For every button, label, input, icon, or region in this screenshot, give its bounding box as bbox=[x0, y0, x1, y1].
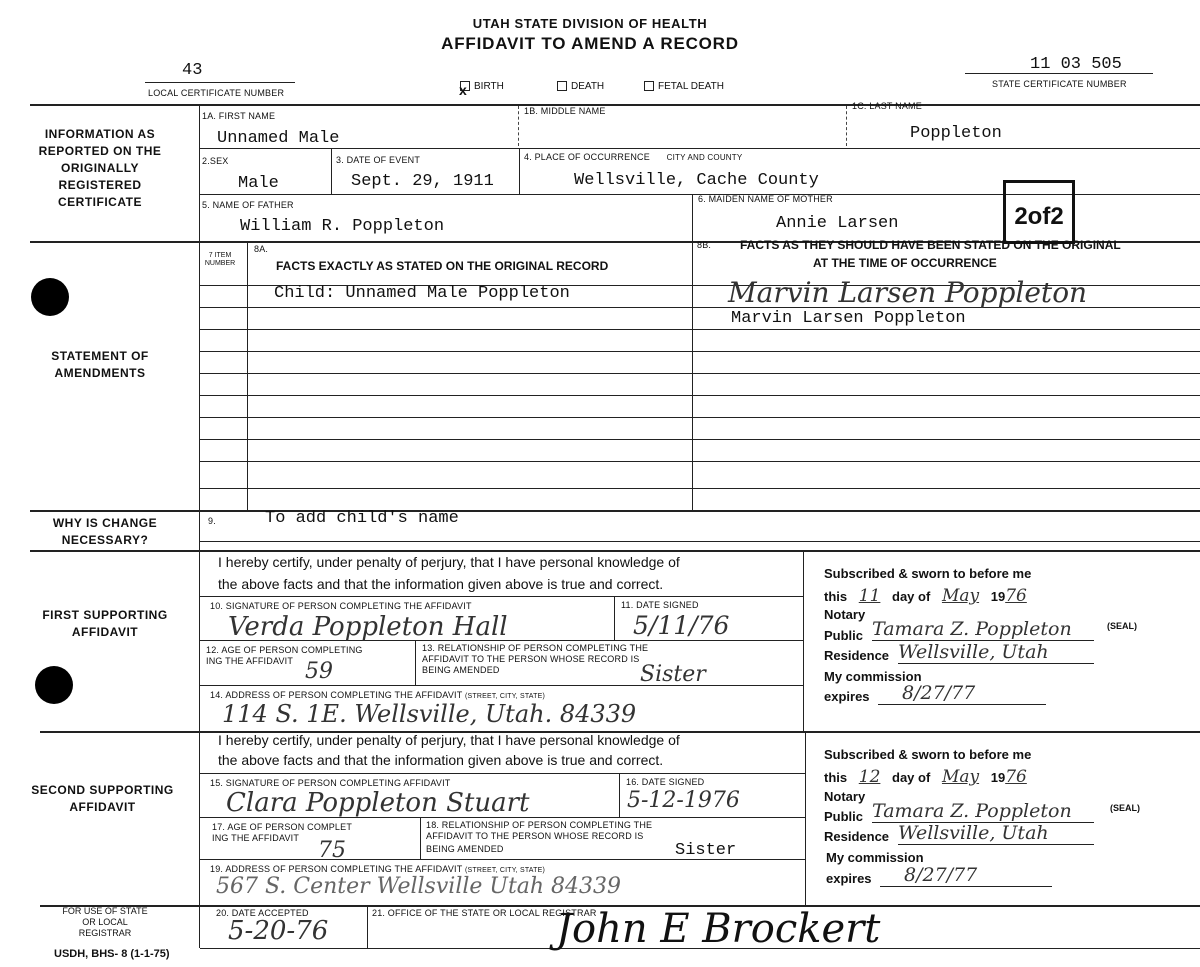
fetal-death-checkbox[interactable] bbox=[644, 81, 654, 91]
notary2-year-prefix: 19 bbox=[990, 770, 1006, 785]
place-sub-label: CITY AND COUNTY bbox=[666, 153, 743, 162]
notary2-day-of: day of bbox=[892, 770, 931, 785]
notary1-month: May bbox=[941, 586, 980, 606]
place-of-occurrence-value: Wellsville, Cache County bbox=[574, 171, 819, 190]
aff2-address-label-text: 19. ADDRESS OF PERSON COMPLETING THE AFFIDAVIT bbox=[210, 864, 463, 874]
last-name-value: Poppleton bbox=[910, 124, 1002, 143]
section-why-change: WHY IS CHANGE NECESSARY? bbox=[52, 516, 158, 547]
aff1-signature: Verda Poppleton Hall bbox=[228, 612, 508, 642]
sex-label: 2.SEX bbox=[202, 156, 229, 166]
section-first-affidavit: FIRST SUPPORTING AFFIDAVIT bbox=[42, 608, 168, 639]
father-name-value: William R. Poppleton bbox=[240, 217, 445, 236]
aff1-relationship-label-3: BEING AMENDED bbox=[422, 665, 500, 675]
middle-name-divider bbox=[518, 106, 519, 146]
corrected-fact-typed: Marvin Larsen Poppleton bbox=[731, 309, 966, 328]
notary1-this: this bbox=[824, 589, 848, 604]
aff1-relationship: Sister bbox=[640, 662, 706, 687]
why-number: 9. bbox=[208, 516, 216, 526]
notary2-label-2: Public bbox=[824, 809, 864, 824]
notary2-sworn-line: Subscribed & sworn to before me bbox=[824, 747, 1032, 762]
section-second-affidavit: SECOND SUPPORTING AFFIDAVIT bbox=[31, 783, 174, 814]
fetal-death-label: FETAL DEATH bbox=[658, 81, 724, 92]
aff1-certification-line2: the above facts and that the information given above is true and correct. bbox=[218, 576, 664, 592]
date-of-event-label: 3. DATE OF EVENT bbox=[336, 155, 421, 165]
registrar-office-label: 21. OFFICE OF THE STATE OR LOCAL REGISTRAR bbox=[372, 908, 597, 918]
notary1-seal: (SEAL) bbox=[1107, 621, 1137, 631]
date-of-event-value: Sept. 29, 1911 bbox=[351, 172, 494, 191]
notary2-expires-label: expires bbox=[826, 871, 872, 886]
form-identifier: USDH, BHS- 8 (1-1-75) bbox=[54, 948, 170, 960]
aff1-date-signed: 5/11/76 bbox=[633, 611, 730, 640]
mother-maiden-name-label: 6. MAIDEN NAME OF MOTHER bbox=[698, 194, 833, 204]
aff2-signature: Clara Poppleton Stuart bbox=[226, 788, 530, 818]
col-8a-number: 8A. bbox=[254, 244, 269, 254]
notary2-commission: My commission bbox=[826, 850, 924, 865]
aff1-address-label bbox=[210, 690, 545, 700]
mother-maiden-name-value: Annie Larsen bbox=[776, 214, 899, 233]
death-checkbox[interactable] bbox=[557, 81, 567, 91]
notary1-day: 11 bbox=[858, 586, 881, 606]
aff1-address-sub: (STREET, CITY, STATE) bbox=[464, 693, 546, 700]
section-original-info: INFORMATION AS REPORTED ON THE ORIGINALLY REGISTERED CERTIFICATE bbox=[38, 127, 162, 209]
father-name-label: 5. NAME OF FATHER bbox=[202, 200, 294, 210]
record-type-death[interactable] bbox=[557, 81, 604, 92]
agency-name: UTAH STATE DIVISION OF HEALTH bbox=[472, 16, 708, 31]
aff1-date-label: 11. DATE SIGNED bbox=[621, 600, 699, 610]
notary1-residence-label: Residence bbox=[824, 648, 890, 663]
aff2-relationship-label-2: AFFIDAVIT TO THE PERSON WHOSE RECORD IS bbox=[426, 831, 644, 841]
aff2-certification-line1: I hereby certify, under penalty of perjury, that I have personal knowledge of bbox=[218, 732, 680, 748]
form-title: AFFIDAVIT TO AMEND A RECORD bbox=[441, 34, 739, 53]
notary1-expiry: 8/27/77 bbox=[878, 682, 1046, 705]
birth-check-mark: x bbox=[459, 82, 467, 98]
aff2-address: 567 S. Center Wellsville Utah 84339 bbox=[216, 874, 622, 899]
original-fact-value: Child: Unnamed Male Poppleton bbox=[274, 284, 570, 303]
state-certificate-label: STATE CERTIFICATE NUMBER bbox=[992, 79, 1127, 89]
aff1-age-label-2: ING THE AFFIDAVIT bbox=[206, 656, 294, 666]
aff1-certification-line1: I hereby certify, under penalty of perjury, that I have personal knowledge of bbox=[218, 554, 680, 570]
notary1-date-line bbox=[824, 586, 1033, 606]
middle-name-label: 1B. MIDDLE NAME bbox=[524, 106, 606, 116]
notary2-day: 12 bbox=[858, 767, 881, 787]
punch-hole-top bbox=[31, 278, 69, 316]
aff2-relationship-label-3: BEING AMENDED bbox=[426, 844, 504, 854]
col-8a-header: FACTS EXACTLY AS STATED ON THE ORIGINAL RECORD bbox=[276, 259, 609, 273]
aff2-date-label: 16. DATE SIGNED bbox=[626, 777, 705, 787]
aff1-relationship-label-1: 13. RELATIONSHIP OF PERSON COMPLETING THE bbox=[422, 643, 649, 653]
col-8b-header-line1: FACTS AS THEY SHOULD HAVE BEEN STATED ON THE ORIGINAL bbox=[740, 238, 1121, 252]
aff1-signature-label: 10. SIGNATURE OF PERSON COMPLETING THE AFFIDAVIT bbox=[210, 601, 472, 611]
birth-label: BIRTH bbox=[474, 81, 504, 92]
last-name-label: 1C. LAST NAME bbox=[852, 101, 922, 111]
aff1-address-label-text: 14. ADDRESS OF PERSON COMPLETING THE AFFIDAVIT bbox=[210, 690, 463, 700]
notary2-year: 76 bbox=[1005, 767, 1027, 787]
aff2-age-label-1: 17. AGE OF PERSON COMPLET bbox=[212, 822, 353, 832]
aff1-address: 114 S. 1E. Wellsville, Utah. 84339 bbox=[222, 700, 637, 728]
why-reason-value: To add child's name bbox=[265, 509, 459, 528]
section-statement-of-amendments: STATEMENT OF AMENDMENTS bbox=[51, 349, 149, 380]
col-8b-number: 8B. bbox=[697, 240, 712, 250]
aff1-age: 59 bbox=[305, 659, 333, 684]
aff2-age-label-2: ING THE AFFIDAVIT bbox=[212, 833, 300, 843]
notary2-expiry: 8/27/77 bbox=[880, 864, 1052, 887]
notary2-residence-label: Residence bbox=[824, 829, 890, 844]
notary1-label-1: Notary bbox=[824, 607, 866, 622]
local-certificate-number: 43 bbox=[182, 61, 203, 80]
aff2-relationship-label-1: 18. RELATIONSHIP OF PERSON COMPLETING THE bbox=[426, 820, 653, 830]
corrected-fact-handwritten: Marvin Larsen Poppleton bbox=[728, 276, 1088, 309]
notary2-label-1: Notary bbox=[824, 789, 866, 804]
place-label-text: 4. PLACE OF OCCURRENCE bbox=[524, 152, 650, 162]
notary1-sworn-line: Subscribed & sworn to before me bbox=[824, 566, 1032, 581]
notary1-year-prefix: 19 bbox=[990, 589, 1006, 604]
col-8b-header-line2: AT THE TIME OF OCCURRENCE bbox=[813, 256, 997, 270]
death-label: DEATH bbox=[571, 81, 605, 92]
aff2-signature-label: 15. SIGNATURE OF PERSON COMPLETING AFFIDAVIT bbox=[210, 778, 451, 788]
section-office-use: FOR USE OF STATE OR LOCAL REGISTRAR bbox=[62, 906, 148, 938]
first-name-label: 1A. FIRST NAME bbox=[202, 111, 276, 121]
notary1-label-2: Public bbox=[824, 628, 864, 643]
state-certificate-number: 11 03 505 bbox=[1030, 55, 1122, 74]
aff2-address-label bbox=[210, 864, 545, 874]
notary1-expires-label: expires bbox=[824, 689, 870, 704]
notary2-residence: Wellsville, Utah bbox=[898, 822, 1094, 845]
notary1-commission: My commission bbox=[824, 669, 922, 684]
notary1-signature: Tamara Z. Poppleton bbox=[872, 618, 1094, 641]
sex-value: Male bbox=[238, 174, 279, 193]
aff2-certification-line2: the above facts and that the information given above is true and correct. bbox=[218, 752, 664, 768]
first-name-value: Unnamed Male bbox=[217, 129, 340, 148]
notary2-date-line bbox=[824, 767, 1033, 787]
aff1-relationship-label-2: AFFIDAVIT TO THE PERSON WHOSE RECORD IS bbox=[422, 654, 640, 664]
notary2-seal: (SEAL) bbox=[1110, 803, 1140, 813]
record-type-fetal-death[interactable] bbox=[644, 81, 724, 92]
notary1-residence: Wellsville, Utah bbox=[898, 641, 1094, 664]
date-accepted-label: 20. DATE ACCEPTED bbox=[216, 908, 309, 918]
notary2-signature: Tamara Z. Poppleton bbox=[872, 800, 1094, 823]
notary1-year: 76 bbox=[1005, 586, 1027, 606]
last-name-divider bbox=[846, 106, 847, 146]
aff2-address-sub: (STREET, CITY, STATE) bbox=[464, 867, 546, 874]
page-count-stamp: 2of2 bbox=[1003, 180, 1075, 244]
notary2-this: this bbox=[824, 770, 848, 785]
date-accepted-value: 5-20-76 bbox=[228, 916, 329, 946]
place-of-occurrence-label bbox=[524, 152, 742, 162]
item-number-label: 7 ITEM NUMBER bbox=[204, 252, 236, 267]
punch-hole-bottom bbox=[35, 666, 73, 704]
registrar-signature: John E Brockert bbox=[556, 906, 881, 952]
notary2-month: May bbox=[941, 767, 980, 787]
local-certificate-label: LOCAL CERTIFICATE NUMBER bbox=[148, 88, 285, 98]
aff2-date-signed: 5-12-1976 bbox=[627, 788, 740, 813]
aff2-age: 75 bbox=[318, 838, 346, 863]
notary1-day-of: day of bbox=[892, 589, 931, 604]
aff1-age-label-1: 12. AGE OF PERSON COMPLETING bbox=[206, 645, 363, 655]
aff2-relationship: Sister bbox=[675, 841, 737, 860]
